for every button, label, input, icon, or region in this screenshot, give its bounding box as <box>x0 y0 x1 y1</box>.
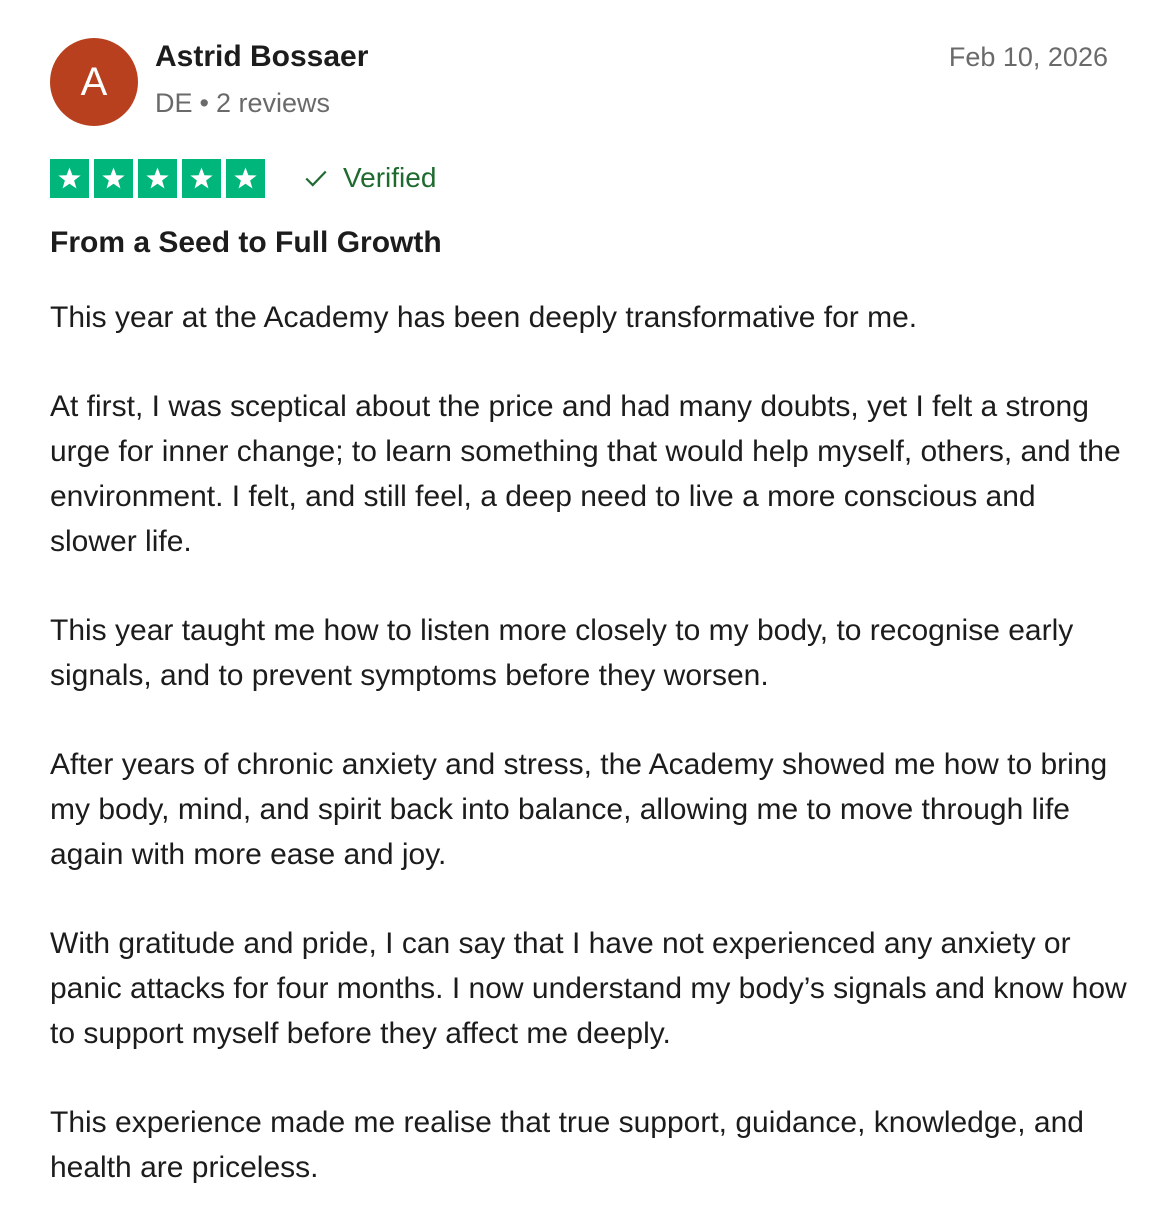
review-paragraph: After years of chronic anxiety and stress, the Academy showed me how to bring my body, mind, and spirit back into balance, allowing me to move through life again with more ease and joy. <box>50 748 1108 871</box>
review-paragraph: With gratitude and pride, I can say that I have not experienced any anxiety or panic attacks for four months. I now understand my body’s signals and know how to support myself before they affect me deeply. <box>50 927 1127 1050</box>
review-body <box>50 295 1130 1190</box>
avatar[interactable] <box>50 38 138 126</box>
review-paragraph: This year taught me how to listen more closely to my body, to recognise early signals, and to prevent symptoms before they worsen. <box>50 614 1074 692</box>
review-paragraph: This experience made me realise that true support, guidance, knowledge, and health are priceless. <box>50 1106 1084 1184</box>
review-date: Feb 10, 2026 <box>948 42 1108 72</box>
star-icon <box>138 159 177 198</box>
reviewer-name[interactable]: Astrid Bossaer <box>155 40 369 73</box>
review-title: From a Seed to Full Growth <box>50 226 442 259</box>
reviewer-country: DE <box>155 88 193 118</box>
reviewer-meta <box>155 88 330 119</box>
avatar-initial: A <box>80 60 108 104</box>
verified-label: Verified <box>343 162 437 193</box>
meta-separator: • <box>199 88 209 118</box>
star-icon <box>182 159 221 198</box>
reviewer-review-count: 2 reviews <box>215 88 331 118</box>
verified-badge[interactable] <box>303 160 436 196</box>
star-icon <box>94 159 133 198</box>
check-icon <box>303 165 329 191</box>
star-icon <box>50 159 89 198</box>
review-paragraph: This year at the Academy has been deeply transformative for me. <box>50 301 918 334</box>
star-icon <box>226 159 265 198</box>
review-paragraph: At first, I was sceptical about the price and had many doubts, yet I felt a strong urge for inner change; to learn something that would help myself, others, and the environment. I felt, and still feel, a deep need to live a more conscious and slower life. <box>50 390 1121 558</box>
star-rating <box>50 159 265 198</box>
